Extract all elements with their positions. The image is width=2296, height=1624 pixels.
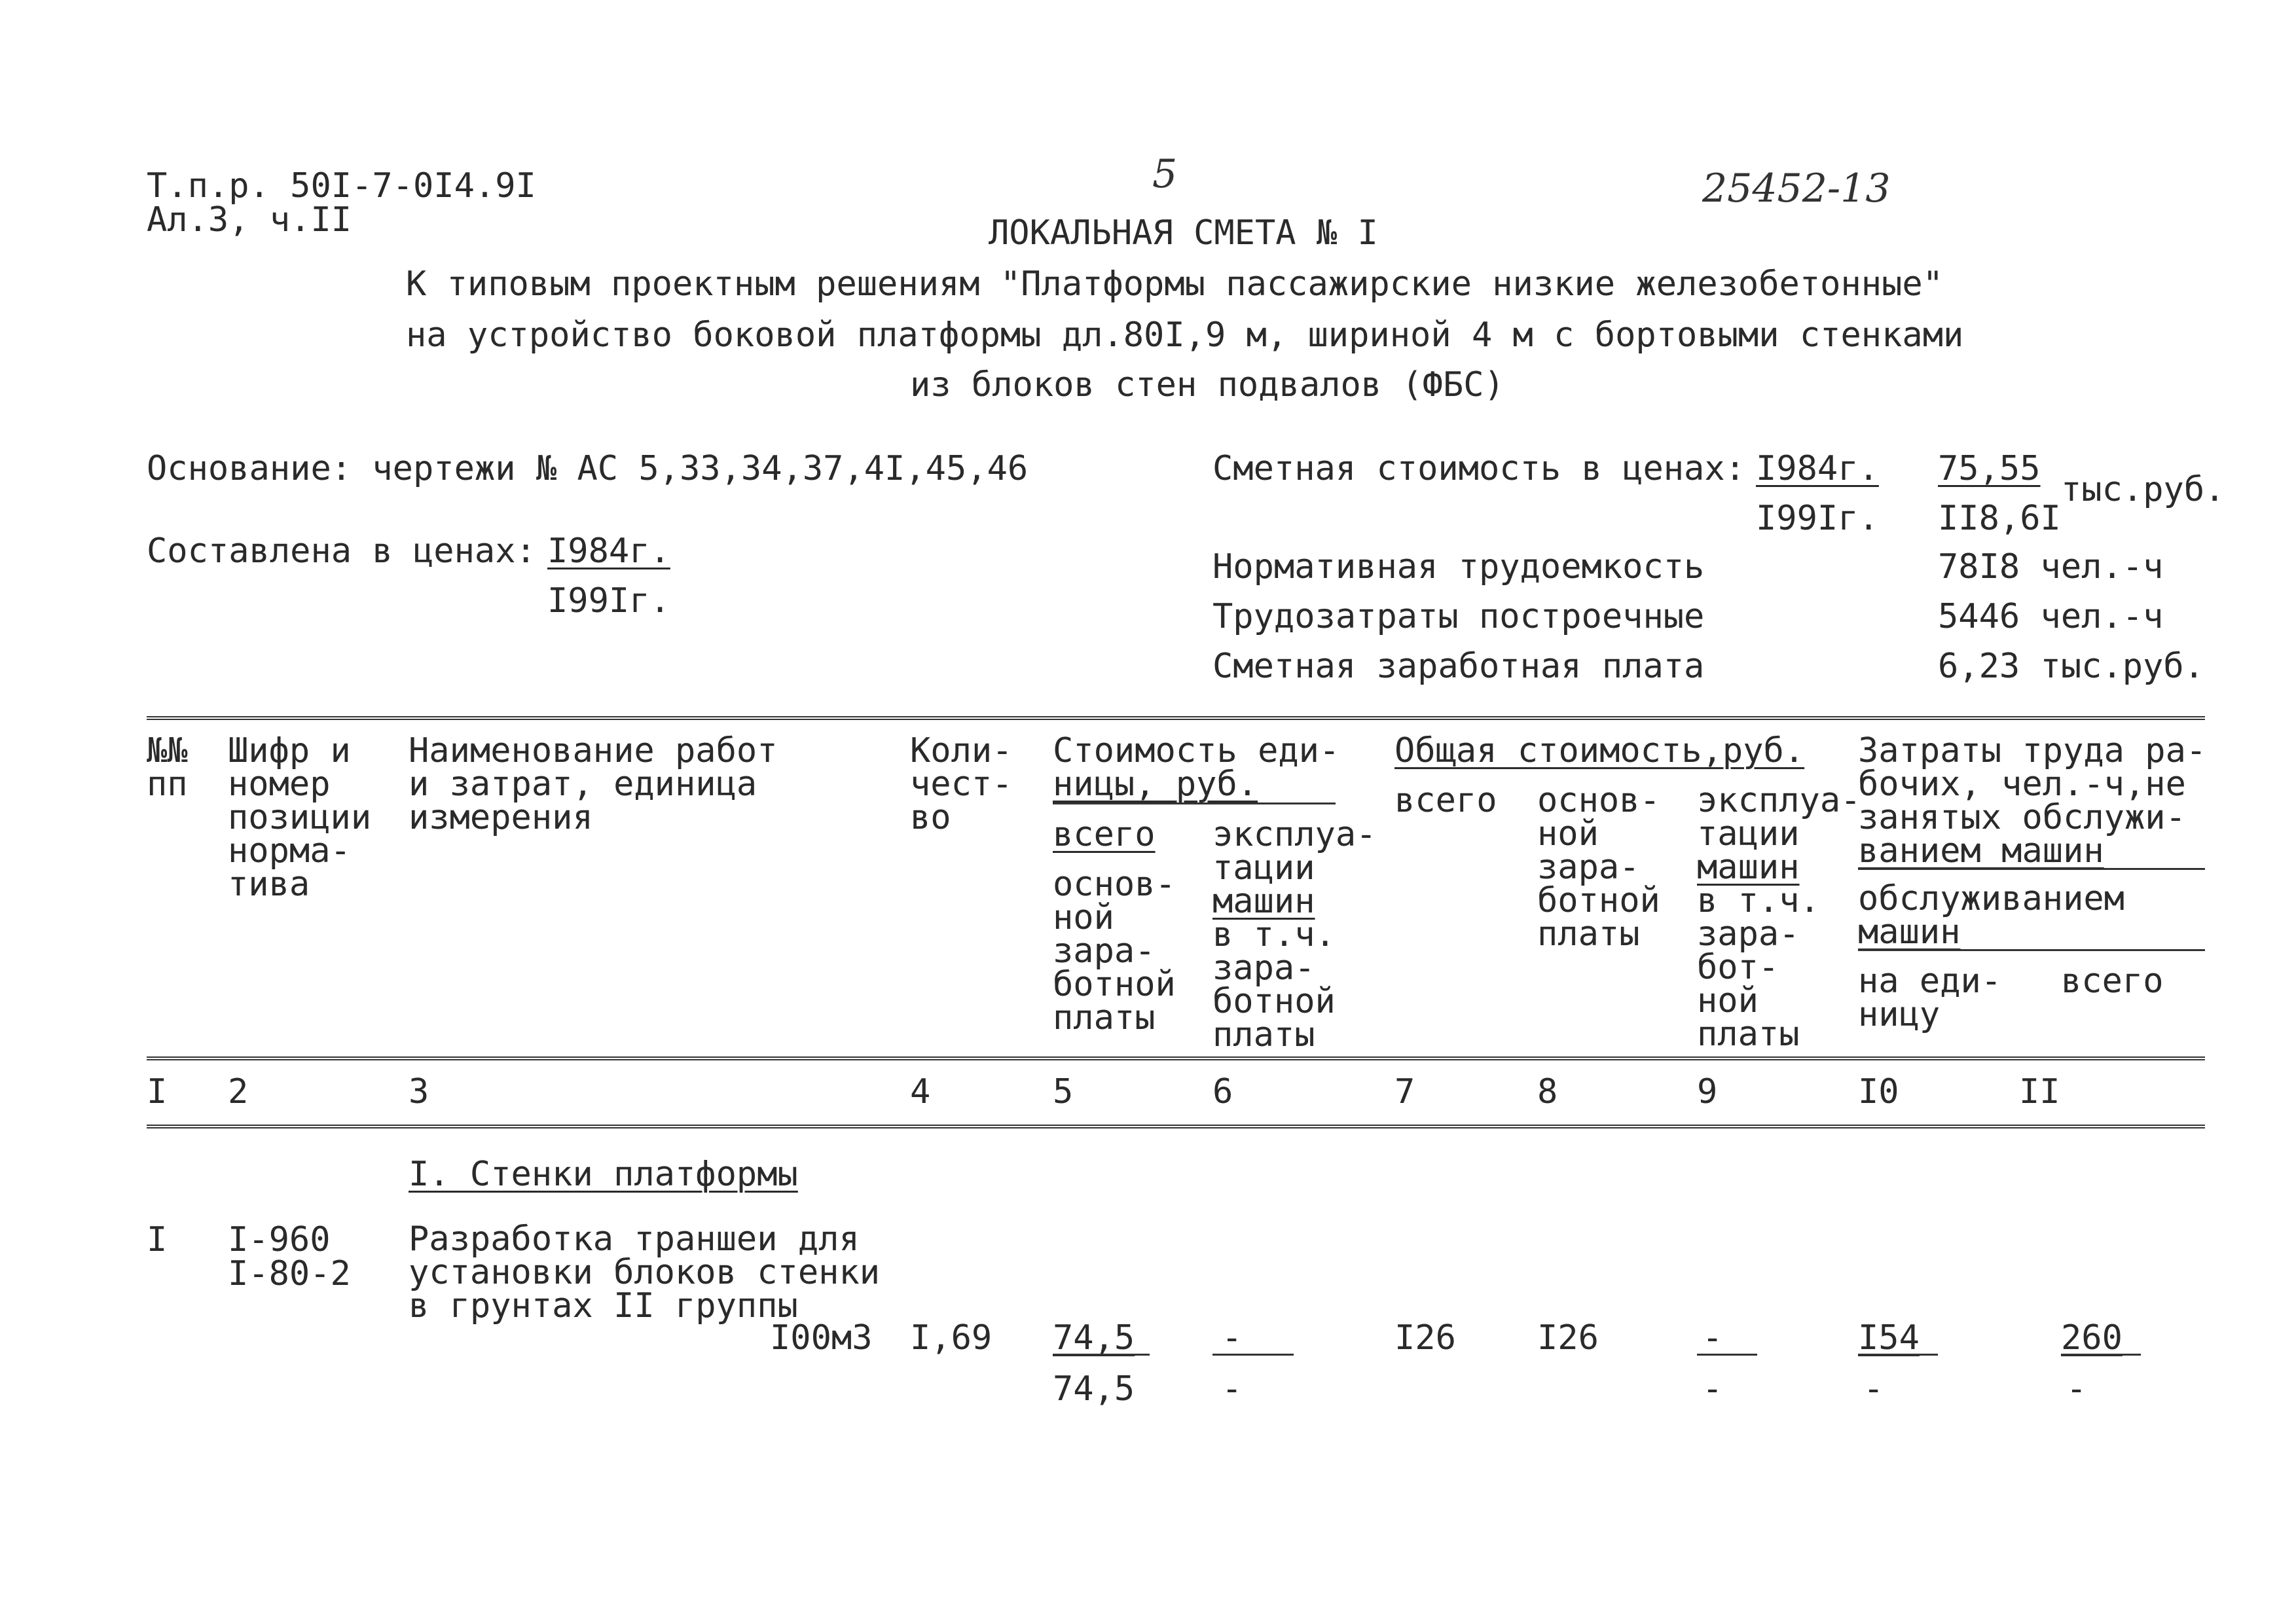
header-quantity [910,731,1013,837]
row-number: I [147,1220,168,1259]
row-unit-machines: - [1222,1318,1243,1358]
header-labor-mid-2: машин [1858,912,1961,952]
row-labor-total-sub: - [2066,1369,2087,1409]
header-total-machines-label: машин [1697,848,1800,887]
header-labor-top-2: ванием машин [1858,831,2104,871]
header-unit-salary-text: основ- ной зара- ботной платы [1053,865,1176,1038]
labor-build-value: 5446 чел.-ч [1938,597,2164,636]
header-labor-underline-2 [1858,949,2205,951]
doc-code: Т.п.р. 50I-7-0I4.9I [147,166,536,206]
header-unit-total: всего [1053,815,1156,854]
row-unit: I00м3 [770,1318,873,1358]
header-name-text: Наименование работ и затрат, единица измерения [409,731,778,837]
header-unit-cost-underline [1053,803,1336,804]
header-labor-total: всего [2061,962,2164,1001]
header-code-text: Шифр и номер позиции норма- тива [228,731,372,904]
row-total-machines: - [1702,1318,1723,1358]
composed-year-1984: I984г. [547,532,670,571]
header-total: всего [1394,781,1497,820]
header-labor-per-unit-text: на еди- ницу [1858,962,2002,1034]
row-unit-total-underline [1053,1354,1150,1356]
row-total-machines-salary: - [1702,1369,1723,1409]
salary-label: Сметная заработная плата [1212,647,1705,686]
column-number-2: 2 [228,1072,249,1111]
header-labor-top [1858,731,2207,837]
column-number-11: II [2019,1072,2060,1111]
column-number-4: 4 [910,1072,931,1111]
header-unit-machines-label: машин [1212,882,1315,921]
column-number-3: 3 [409,1072,429,1111]
header-total-salary-text: основ- ной зара- ботной платы [1537,781,1660,954]
row-work-name-text: Разработка траншеи для установки блоков стенки в грунтах II группы [409,1219,881,1326]
header-unit-cost-top: Стоимость еди- [1053,731,1340,770]
header-total-machines-text: эксплуа- тации [1697,781,1861,854]
header-number-text: №№ пп [147,731,188,804]
column-number-7: 7 [1394,1072,1415,1111]
page-number: 5 [1152,151,1178,197]
section-title: I. Стенки платформы [409,1155,798,1194]
column-number-6: 6 [1212,1072,1233,1111]
header-total-machines-salary [1697,881,1820,1054]
header-unit-salary [1053,865,1176,1038]
row-total-salary: I26 [1537,1318,1599,1358]
column-number-8: 8 [1537,1072,1558,1111]
salary-value: 6,23 тыс.руб. [1938,647,2204,686]
labor-build-label: Трудозатраты построечные [1212,597,1705,636]
table-header-rule [147,1056,2205,1060]
row-code-2: I-80-2 [228,1254,351,1293]
column-number-5: 5 [1053,1072,1074,1111]
row-total: I26 [1394,1318,1456,1358]
header-name [409,731,778,837]
table-top-rule [147,716,2205,720]
cost-value-1984: 75,55 [1938,449,2041,488]
header-unit-machines-salary [1212,915,1336,1055]
row-labor-total: 260 [2061,1318,2123,1358]
row-labor-per-unit-sub: - [1863,1369,1884,1409]
table-numbers-rule [147,1125,2205,1128]
cost-year-1984: I984г. [1756,449,1879,488]
labor-norm-value: 78I8 чел.-ч [1938,547,2164,586]
album-reference: Ал.3, ч.II [147,200,352,240]
header-labor-underline-1 [1858,868,2205,870]
row-quantity: I,69 [910,1318,993,1358]
estimate-title: ЛОКАЛЬНАЯ СМЕТА № I [989,213,1378,253]
inventory-number: 25452-13 [1702,166,1891,211]
column-number-1: I [147,1072,168,1111]
header-total-salary [1537,781,1660,954]
row-unit-total: 74,5 [1053,1318,1135,1358]
row-unit-machines-salary: - [1222,1369,1243,1409]
header-labor-mid: обслуживанием [1858,879,2124,918]
header-total-machines-salary-text: в т.ч. зара- бот- ной платы [1697,881,1820,1054]
cost-label: Сметная стоимость в ценах: [1212,449,1745,488]
basis-label: Основание: чертежи № АС 5,33,34,37,4I,45,46 [147,449,1029,488]
row-total-machines-underline [1697,1354,1757,1356]
column-number-9: 9 [1697,1072,1718,1111]
row-unit-machines-underline [1212,1354,1294,1356]
header-code [228,731,372,904]
header-number [147,731,188,804]
header-labor-per-unit [1858,962,2002,1034]
header-total-cost-top: Общая стоимость,руб. [1394,731,1805,770]
composed-label: Составлена в ценах: [147,532,536,571]
subtitle-line-2: на устройство боковой платформы дл.80I,9 м, шириной 4 м с бортовыми стенками [406,316,1964,355]
cost-value-1991: II8,6I [1938,499,2061,538]
row-code-1: I-960 [228,1220,331,1259]
row-work-name [409,1219,881,1326]
header-unit-machines-salary-text: в т.ч. зара- ботной платы [1212,915,1336,1055]
header-unit-machines [1212,815,1377,888]
header-unit-cost-top-2: ницы, руб. [1053,765,1258,804]
row-labor-per-unit: I54 [1858,1318,1920,1358]
row-labor-per-unit-underline [1858,1354,1938,1356]
header-total-machines [1697,781,1861,854]
subtitle-line-1: К типовым проектным решениям "Платформы пассажирские низкие железобетонные" [406,264,1943,304]
row-unit-salary: 74,5 [1053,1369,1135,1409]
header-quantity-text: Коли- чест- во [910,731,1013,837]
labor-norm-label: Нормативная трудоемкость [1212,547,1705,586]
row-labor-total-underline [2061,1354,2141,1356]
cost-year-1991: I99Iг. [1756,499,1879,538]
composed-year-1991: I99Iг. [547,581,670,621]
header-labor-top-text: Затраты труда ра- бочих, чел.-ч,не занятых обслужи- [1858,731,2207,837]
header-unit-machines-text: эксплуа- тации [1212,815,1377,888]
column-number-10: I0 [1858,1072,1899,1111]
subtitle-line-3: из блоков стен подвалов (ФБС) [910,365,1504,405]
cost-unit: тыс.руб. [2061,470,2225,509]
